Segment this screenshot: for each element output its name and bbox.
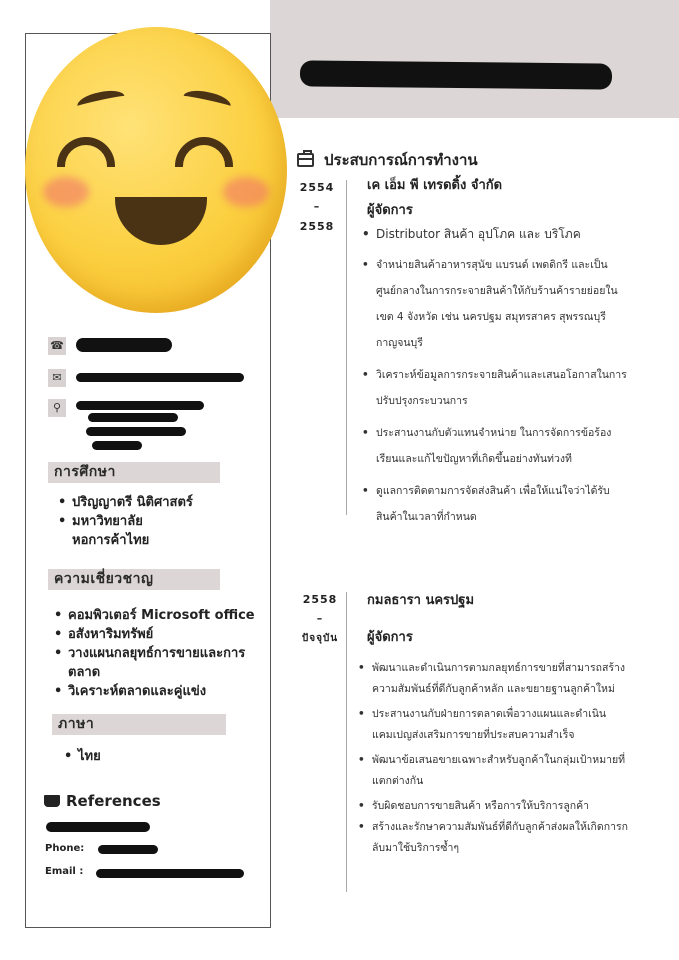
emoji-right-brow	[182, 87, 233, 115]
job-year-separator: –	[313, 200, 321, 213]
job-year-start: 2558	[302, 593, 338, 606]
skills-heading: ความเชี่ยวชาญ	[48, 569, 220, 590]
skills-item: • คอมพิวเตอร์ Microsoft office	[52, 606, 262, 625]
book-icon	[44, 795, 60, 807]
education-item: • ปริญญาตรี นิติศาสตร์	[56, 493, 256, 512]
job-year-separator: –	[316, 612, 324, 625]
address-redaction-1	[76, 401, 204, 410]
phone-redaction	[76, 338, 172, 352]
reference-email-label: Email :	[45, 866, 84, 877]
references-title: References	[66, 792, 161, 810]
languages-item: • ไทย	[62, 747, 182, 766]
experience-title: ประสบการณ์การทำงาน	[324, 151, 478, 169]
education-list	[56, 493, 256, 550]
address-redaction-4	[92, 441, 142, 450]
job-duty-item: • ประสานงานกับฝ่ายการตลาดเพื่อวางแผนและดำเนินแคมเปญส่งเสริมการขายที่ประสบความสำเร็จ	[356, 704, 628, 746]
job-duty-item: • รับผิดชอบการขายสินค้า หรือการให้บริการลูกค้า	[356, 796, 628, 817]
location-pin-icon: ⚲	[48, 399, 66, 417]
references-heading	[44, 792, 161, 810]
education-item: • มหาวิทยาลัย หอการค้าไทย	[56, 512, 176, 550]
reference-phone-label: Phone:	[45, 843, 85, 854]
skills-item: • วางแผนกลยุทธ์การขายและการตลาด	[52, 644, 262, 682]
reference-email-redaction	[96, 869, 244, 878]
skills-list	[52, 606, 262, 701]
job-position: ผู้จัดการ	[367, 630, 413, 645]
job-company: กมลธารา นครปฐม	[367, 593, 475, 608]
job-company: เค เอ็ม พี เทรดดิ้ง จำกัด	[367, 178, 503, 193]
emoji-left-blush	[43, 177, 89, 207]
skills-item: • อสังหาริมทรัพย์	[52, 625, 262, 644]
emoji-right-blush	[223, 177, 269, 207]
briefcase-icon	[297, 153, 314, 167]
skills-item: • วิเคราะห์ตลาดและคู่แข่ง	[52, 682, 262, 701]
job-position: ผู้จัดการ	[367, 203, 413, 218]
job-duty-item: • จำหน่ายสินค้าอาหารสุนัข แบรนด์ เพดดิกรี และเป็นศูนย์กลางในการกระจายสินค้าให้กับร้านค้ารายย่อยในเขต 4 จังหวัด เช่น นครปฐม สมุทรสาคร สุพรรณบุรี กาญจนบุรี	[360, 252, 632, 356]
emoji-mouth	[115, 197, 207, 245]
name-redaction	[300, 60, 612, 89]
job-duty-item: • ดูแลการติดตามการจัดส่งสินค้า เพื่อให้แน่ใจว่าได้รับสินค้าในเวลาที่กำหนด	[360, 478, 632, 530]
job-year-end: ปัจจุบัน	[301, 633, 339, 644]
address-redaction-2	[88, 413, 178, 422]
timeline-line	[346, 592, 347, 892]
emoji-left-brow	[76, 87, 127, 115]
job-duty-item: • พัฒนาและดำเนินการตามกลยุทธ์การขายที่สามารถสร้างความสัมพันธ์ที่ดีกับลูกค้าหลัก และขยายฐานลูกค้าใหม่	[356, 658, 628, 700]
reference-name-redaction	[46, 822, 150, 832]
emoji-right-eye	[175, 137, 233, 167]
mail-icon: ✉	[48, 369, 66, 387]
smiling-emoji-sticker	[25, 27, 287, 313]
reference-phone-redaction	[98, 845, 158, 854]
job-year-end: 2558	[299, 220, 335, 233]
emoji-left-eye	[57, 137, 115, 167]
job-duty-item: • พัฒนาข้อเสนอขายเฉพาะสำหรับลูกค้าในกลุ่มเป้าหมายที่แตกต่างกัน	[356, 750, 628, 792]
email-redaction	[76, 373, 244, 382]
job-duty-item: • ประสานงานกับตัวแทนจำหน่าย ในการจัดการข้อร้องเรียนและแก้ไขปัญหาที่เกิดขึ้นอย่างทันท่วงที	[360, 420, 632, 472]
job-year-start: 2554	[299, 181, 335, 194]
timeline-line	[346, 180, 347, 515]
address-redaction-3	[86, 427, 186, 436]
languages-list	[62, 747, 182, 766]
header-band	[270, 0, 679, 118]
experience-heading	[297, 148, 478, 172]
job-duties-list	[360, 224, 632, 530]
job-duty-item: • วิเคราะห์ข้อมูลการกระจายสินค้าและเสนอโอกาสในการปรับปรุงกระบวนการ	[360, 362, 632, 414]
job-duty-item: • สร้างและรักษาความสัมพันธ์ที่ดีกับลูกค้าส่งผลให้เกิดการกลับมาใช้บริการซ้ำๆ	[356, 817, 628, 859]
languages-heading: ภาษา	[52, 714, 226, 735]
job-duties-list	[356, 658, 628, 859]
education-heading: การศึกษา	[48, 462, 220, 483]
job-duty-item: • Distributor สินค้า อุปโภค และ บริโภค	[360, 224, 632, 244]
phone-icon: ☎	[48, 337, 66, 355]
